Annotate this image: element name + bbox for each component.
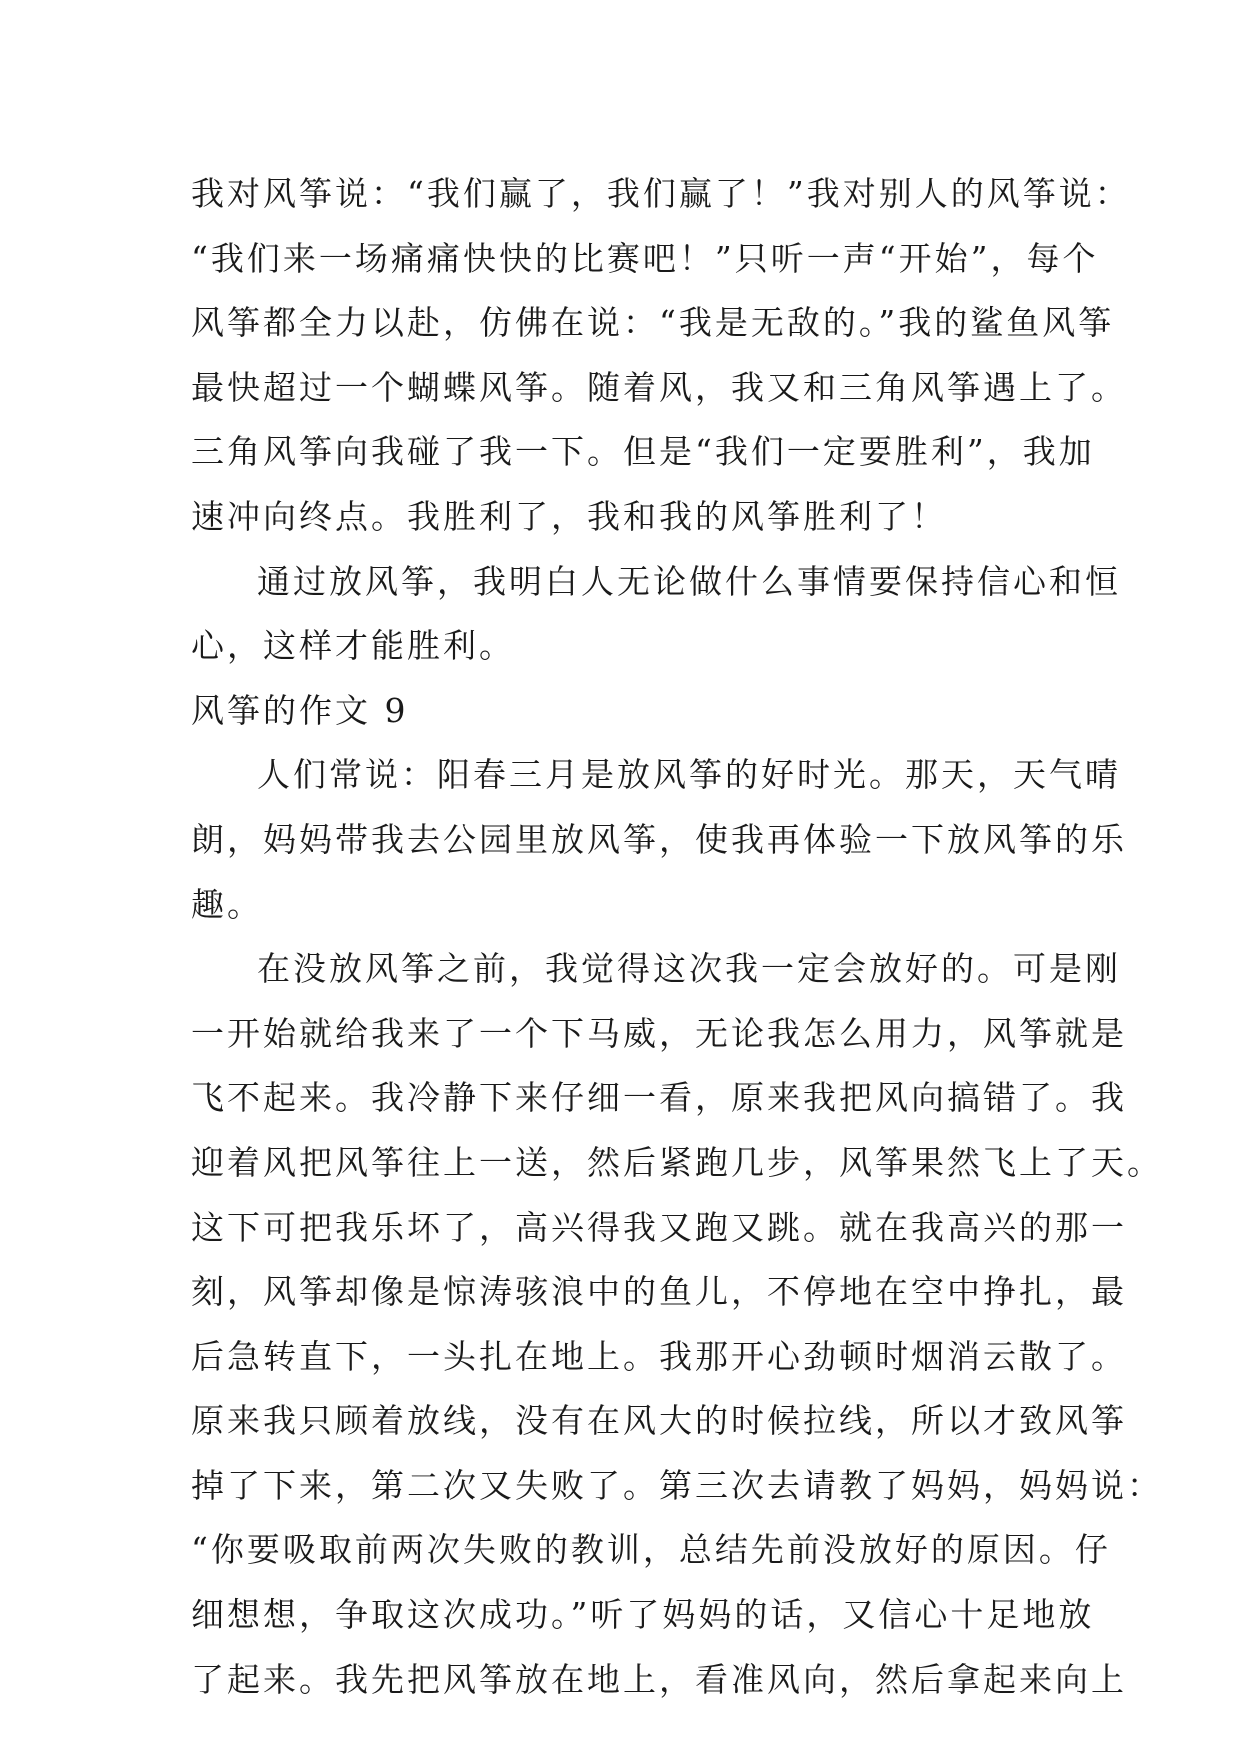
text-line: 后急转直下，一头扎在地上。我那开心劲顿时烟消云散了。	[191, 1336, 1127, 1376]
text-line: 原来我只顾着放线，没有在风大的时候拉线，所以才致风筝	[191, 1401, 1127, 1441]
text-line: 迎着风把风筝往上一送，然后紧跑几步，风筝果然飞上了天。	[191, 1142, 1163, 1182]
text-line: 了起来。我先把风筝放在地上，看准风向，然后拿起来向上	[191, 1659, 1127, 1699]
text-line: 风筝都全力以赴，仿佛在说：“我是无敌的。”我的鲨鱼风筝	[191, 303, 1115, 343]
text-line: “你要吸取前两次失败的教训，总结先前没放好的原因。仔	[191, 1530, 1111, 1570]
text-line: 速冲向终点。我胜利了，我和我的风筝胜利了！	[191, 496, 947, 536]
text-line: 在没放风筝之前，我觉得这次我一定会放好的。可是刚	[257, 949, 1121, 989]
text-line: 心，这样才能胜利。	[191, 626, 515, 666]
text-line: 刻，风筝却像是惊涛骇浪中的鱼儿，不停地在空中挣扎，最	[191, 1272, 1127, 1312]
text-line: 三角风筝向我碰了我一下。但是“我们一定要胜利”，我加	[191, 432, 1095, 472]
text-line: “我们来一场痛痛快快的比赛吧！”只听一声“开始”，每个	[191, 238, 1099, 278]
text-line: 人们常说：阳春三月是放风筝的好时光。那天，天气晴	[257, 755, 1121, 795]
text-line: 这下可把我乐坏了，高兴得我又跑又跳。就在我高兴的那一	[191, 1207, 1127, 1247]
text-line: 趣。	[191, 884, 263, 924]
essay-body	[191, 162, 1163, 1712]
text-line: 通过放风筝，我明白人无论做什么事情要保持信心和恒	[257, 561, 1121, 601]
text-line: 一开始就给我来了一个下马威，无论我怎么用力，风筝就是	[191, 1013, 1127, 1053]
text-line: 我对风筝说：“我们赢了，我们赢了！”我对别人的风筝说：	[191, 174, 1131, 213]
section-heading: 风筝的作文 9	[191, 690, 409, 730]
text-line: 最快超过一个蝴蝶风筝。随着风，我又和三角风筝遇上了。	[191, 367, 1127, 407]
text-line: 朗，妈妈带我去公园里放风筝，使我再体验一下放风筝的乐	[191, 819, 1127, 859]
text-line: 掉了下来，第二次又失败了。第三次去请教了妈妈，妈妈说：	[191, 1465, 1163, 1505]
text-line: 飞不起来。我冷静下来仔细一看，原来我把风向搞错了。我	[191, 1078, 1127, 1118]
text-line: 细想想，争取这次成功。”听了妈妈的话，又信心十足地放	[191, 1595, 1095, 1635]
